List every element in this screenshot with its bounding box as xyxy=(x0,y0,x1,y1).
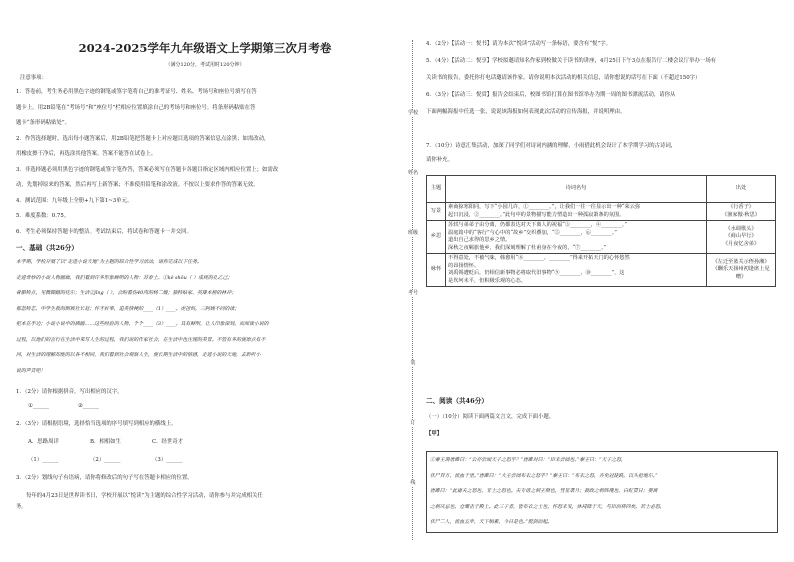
table-row xyxy=(427,203,776,221)
notes-line: 6．考生必须保持答题卡的整洁。考试结束后，将试卷和答题卡一并交回。 xyxy=(16,228,192,235)
passage-line: 伏尸二人，流血五步，天下缟素，今日是也。”挺剑而起。 xyxy=(430,519,553,525)
exam-subtitle: （满分120分，考试用时120分钟） xyxy=(165,62,245,68)
q7-stem-2: 请你补充。 xyxy=(426,157,453,163)
q2-option-b: B．相相如生 xyxy=(90,439,121,445)
passage-line: 之刺庆忌也，仓鹰击于殿上。此三子者，皆布衣之士也，怀怒未发，休祲降于天，与臣而将四矣。若士必怒， xyxy=(430,503,665,510)
exam-title: 2024-2025学年九年级语文上学期第三次月考卷 xyxy=(78,41,332,55)
row-line: 的昂扬情怀。 xyxy=(448,262,480,269)
row-lines xyxy=(446,203,707,221)
sidebar-label-class: 班级 xyxy=(408,230,419,236)
header-source: 出处 xyxy=(707,176,776,203)
row-line: 苏轼与弟弟子由分离，仍都表达对天下离人的祝福“③________，④________。” xyxy=(448,222,628,228)
row-source xyxy=(707,221,776,254)
sidebar-label-id: 考号 xyxy=(408,290,419,296)
sidebar-label-xian: 线 xyxy=(408,480,418,486)
notes-line: 题卡“条形码粘贴处”。 xyxy=(16,120,71,126)
q2-stem: 2．（3分）请根据语境，选择恰当选项的序号填写到相应的横线上。 xyxy=(16,421,177,427)
row-line: 素商掠寒阳同，写下“小园几许，①________。”，让我们一往一往显示出一种“荣云弥 xyxy=(448,204,641,210)
row-line: 刘禹锡遭贬后，仍相信新事物必将取代旧事物“⑨________，⑩________”，这 xyxy=(448,270,625,276)
row-line: 温庭筠中的“客行”与心中的“故乡”交织叠加，“⑤________，⑥________。” xyxy=(448,229,617,236)
intro-line: 把本在手边；小说小说中的插画……这些经验的人物，个个____（3）____。具有鲜明，让人印象深刻。而阅读小说的 xyxy=(16,321,269,327)
source-line: 《水调歌头》 xyxy=(725,225,757,232)
question-line: 关读书的报告，委托你打电话邀请该作家。请你说明本次活动的相关信息，请你想说的话写在下面（不超过150字） xyxy=(426,75,701,81)
sidebar-label-school: 学校 xyxy=(408,110,419,116)
section1-heading: 一、基础（共26分） xyxy=(16,244,78,252)
row-source xyxy=(707,203,776,221)
q2-option-a: A．思路周详 xyxy=(28,439,59,445)
question-line: 下面两幅海报中任选一张，说说该海报如何表现此次活动的宣传海报，并说明理由。 xyxy=(426,109,626,115)
header-lines: 诗词名句 xyxy=(446,176,707,203)
section2-heading: 二、阅读（共46分） xyxy=(426,397,488,405)
notes-heading: 注意事项： xyxy=(20,75,47,81)
row-line: 是坎坷未平，但积极乐观的心态。 xyxy=(448,277,526,284)
intro-line: 过程，以他们的言行在生活中来写人生的过程，我们说的作家社会，在生活中也注理的美景。不管有多的使原点有不 xyxy=(16,336,266,343)
sidebar-label-ding: 订 xyxy=(408,420,418,426)
notes-line: 4．测试范围：九年级上全册+九下第1~3单元。 xyxy=(16,197,133,204)
sidebar-label-name: 姓名 xyxy=(408,170,419,176)
row-theme: 咏怀 xyxy=(427,254,446,287)
source-line: 《商山早行》 xyxy=(725,233,757,240)
source-line: 《渔家傲·秋思》 xyxy=(722,211,760,218)
q2-option-c: C．经世奇才 xyxy=(152,439,184,445)
source-line: 《酬乐天扬州初逢席上见赠》 xyxy=(712,266,770,280)
question-line: 5．（4分）【活动二：悦享】学校拟邀请知名作家到校做关于读书的讲座，4月25日下午3点在报告厅二楼会议厅举办一场有 xyxy=(426,58,717,64)
passage-line: ①秦王谓唐雎曰：“公亦尝闻天子之怒乎？”唐雎对曰：“臣未尝闻也。”秦王曰：“天子之怒， xyxy=(430,457,626,463)
header-theme: 主题 xyxy=(427,176,446,203)
poem-table xyxy=(426,175,776,287)
row-line: 起日沉浸，②________。”此句中的景物描写能力塑造出一种孤寂萧条的氛围。 xyxy=(448,211,625,218)
q2-blank-1[interactable]: （1）______ xyxy=(28,457,59,463)
row-theme: 写景 xyxy=(427,203,446,221)
poem-table-header xyxy=(427,176,776,203)
intro-line: 本学期，学校开展了以“走进小说天地”为主题的综合性学习活动，请你完成以下任务。 xyxy=(16,259,202,265)
intro-line: 郁忽特志，中学生救的倒被社长赵；怀才好事，追英情梗的____（1）____。虎爸妈，三阿姨不同的读； xyxy=(16,305,240,312)
section2-sub: （一）（10分）阅读下面两篇文言文，完成下面小题。 xyxy=(426,414,555,420)
row-source xyxy=(707,254,776,287)
notes-line: 2．作答选择题时，选出每小题答案后，用2B铅笔把答题卡上对应题目选项的答案信息点涂黑；如需改动， xyxy=(16,135,270,142)
notes-line: 用橡皮擦干净后，再选涂其他答案。答案不能答在试卷上。 xyxy=(16,151,157,157)
binding-line xyxy=(406,40,420,540)
notes-line: 题卡上。用2B铅笔在“考场号”和“座位号”栏相应位置填涂自己的考场号和座位号。将条形码粘贴在答 xyxy=(16,104,256,111)
row-line: 道出自己求得的思乡之情。 xyxy=(448,237,511,243)
q1-stem: 1．（2分）请你根据拼音，写出相应的汉字。 xyxy=(16,389,123,395)
question-line: 6．（3分）【活动三：悦赏】报告会结束后，校图书馆打算在图书馆举办为期一周的图书漂流活动，请你从 xyxy=(426,92,676,98)
intro-line: 同，对生活的理解却能的以各不相同，我们看到社会观察人生，使长期生活中的情感，走进小说的天地，去聆听小 xyxy=(16,352,261,358)
passage-line: 伏尸百万，流血千里。”唐雎曰：“大王尝闻布衣之怒乎？”秦王曰：“布衣之怒，亦免冠徒跣，以头抢地尔。” xyxy=(430,472,658,479)
q3-stem: 3．（2分）划线句子有语病，请你将修改后的句子写在答题卡相应的位置。 xyxy=(16,475,193,481)
q1-blank-2[interactable]: ②______ xyxy=(78,403,100,409)
source-line: 《行香子》 xyxy=(728,204,754,210)
row-lines xyxy=(446,221,707,254)
passage-tag: 【甲】 xyxy=(426,431,443,437)
q7-stem: 7．（10分）诗意汇集活动，加深了同学们对诗词内涵的理解，小雨借此机会设计了本学期学习的古诗词， xyxy=(426,143,677,149)
source-line: 《左迁至蓝关示侄孙湘》 xyxy=(712,258,770,265)
row-line: 不得意处，不被气味，韩愈用“⑧________，________”得来开拓天门的心怀悠然 xyxy=(448,255,630,261)
notes-line: 1．答卷前，考生务必用黑色字迹的钢笔或签字笔将自己的准考证号、姓名、考场号和座位号填写在答 xyxy=(16,89,257,95)
source-line: 《月夜忆舍弟》 xyxy=(722,240,760,247)
notes-line: 3．非选择题必须用黑色字迹的钢笔或签字笔作答，答案必须写在答题卡各题目指定区域内相应位置上；如需改 xyxy=(16,166,279,173)
question-line: 4．（2分）【活动一：悦书】请为本次“悦读”活动写一条标语，要含有“悦”字。 xyxy=(426,41,611,47)
row-theme: 乡思 xyxy=(427,221,446,254)
row-lines xyxy=(446,254,707,287)
table-row xyxy=(427,221,776,254)
q1-blank-1[interactable]: ①______ xyxy=(28,403,50,409)
q2-blank-3[interactable]: （3）______ xyxy=(152,457,183,463)
row-line: 深秋之夜羁旅他乡，我们深刻理解了杜甫身在今夜的，“⑦________。” xyxy=(448,244,607,251)
table-row xyxy=(427,254,776,287)
intro-line: 说的声音吧！ xyxy=(16,367,46,374)
intro-line: 走进奇妙的小说人物画廊，我们看到许多形象鲜明的人物：苏泰土、①kè shǒu（ ）成规的孔乙己； xyxy=(16,274,233,281)
notes-line: 动，先划掉原来的答案，然后再写上新答案；不准使用铅笔和涂改液。不按以上要求作答的答案无效。 xyxy=(16,182,259,188)
q3-extra-1: 每年的4月23日是世界读书日，学校开展以“悦读”为主题的综合性学习活动，请你参与并完成相关任 xyxy=(26,493,263,499)
intro-line: 骨骼特点，见微脚踏的托尔；生活②jīng（ ），会盼看伤40肉的杨二嫂；独特贴家、英雄本榜的林冲； xyxy=(16,290,237,296)
sidebar-label-zhuang: 装 xyxy=(408,360,418,366)
q3-extra-2: 务。 xyxy=(16,504,27,510)
notes-line: 5．难度系数：0.75。 xyxy=(16,213,70,219)
passage-line: 唐雎曰：“此庸夫之怒也，非士之怒也。夫专诸之刺王僚也，彗星袭月；聂政之刺韩傀也，白虹贯日；要离 xyxy=(430,488,658,494)
q2-blank-2[interactable]: （2）______ xyxy=(90,457,121,463)
